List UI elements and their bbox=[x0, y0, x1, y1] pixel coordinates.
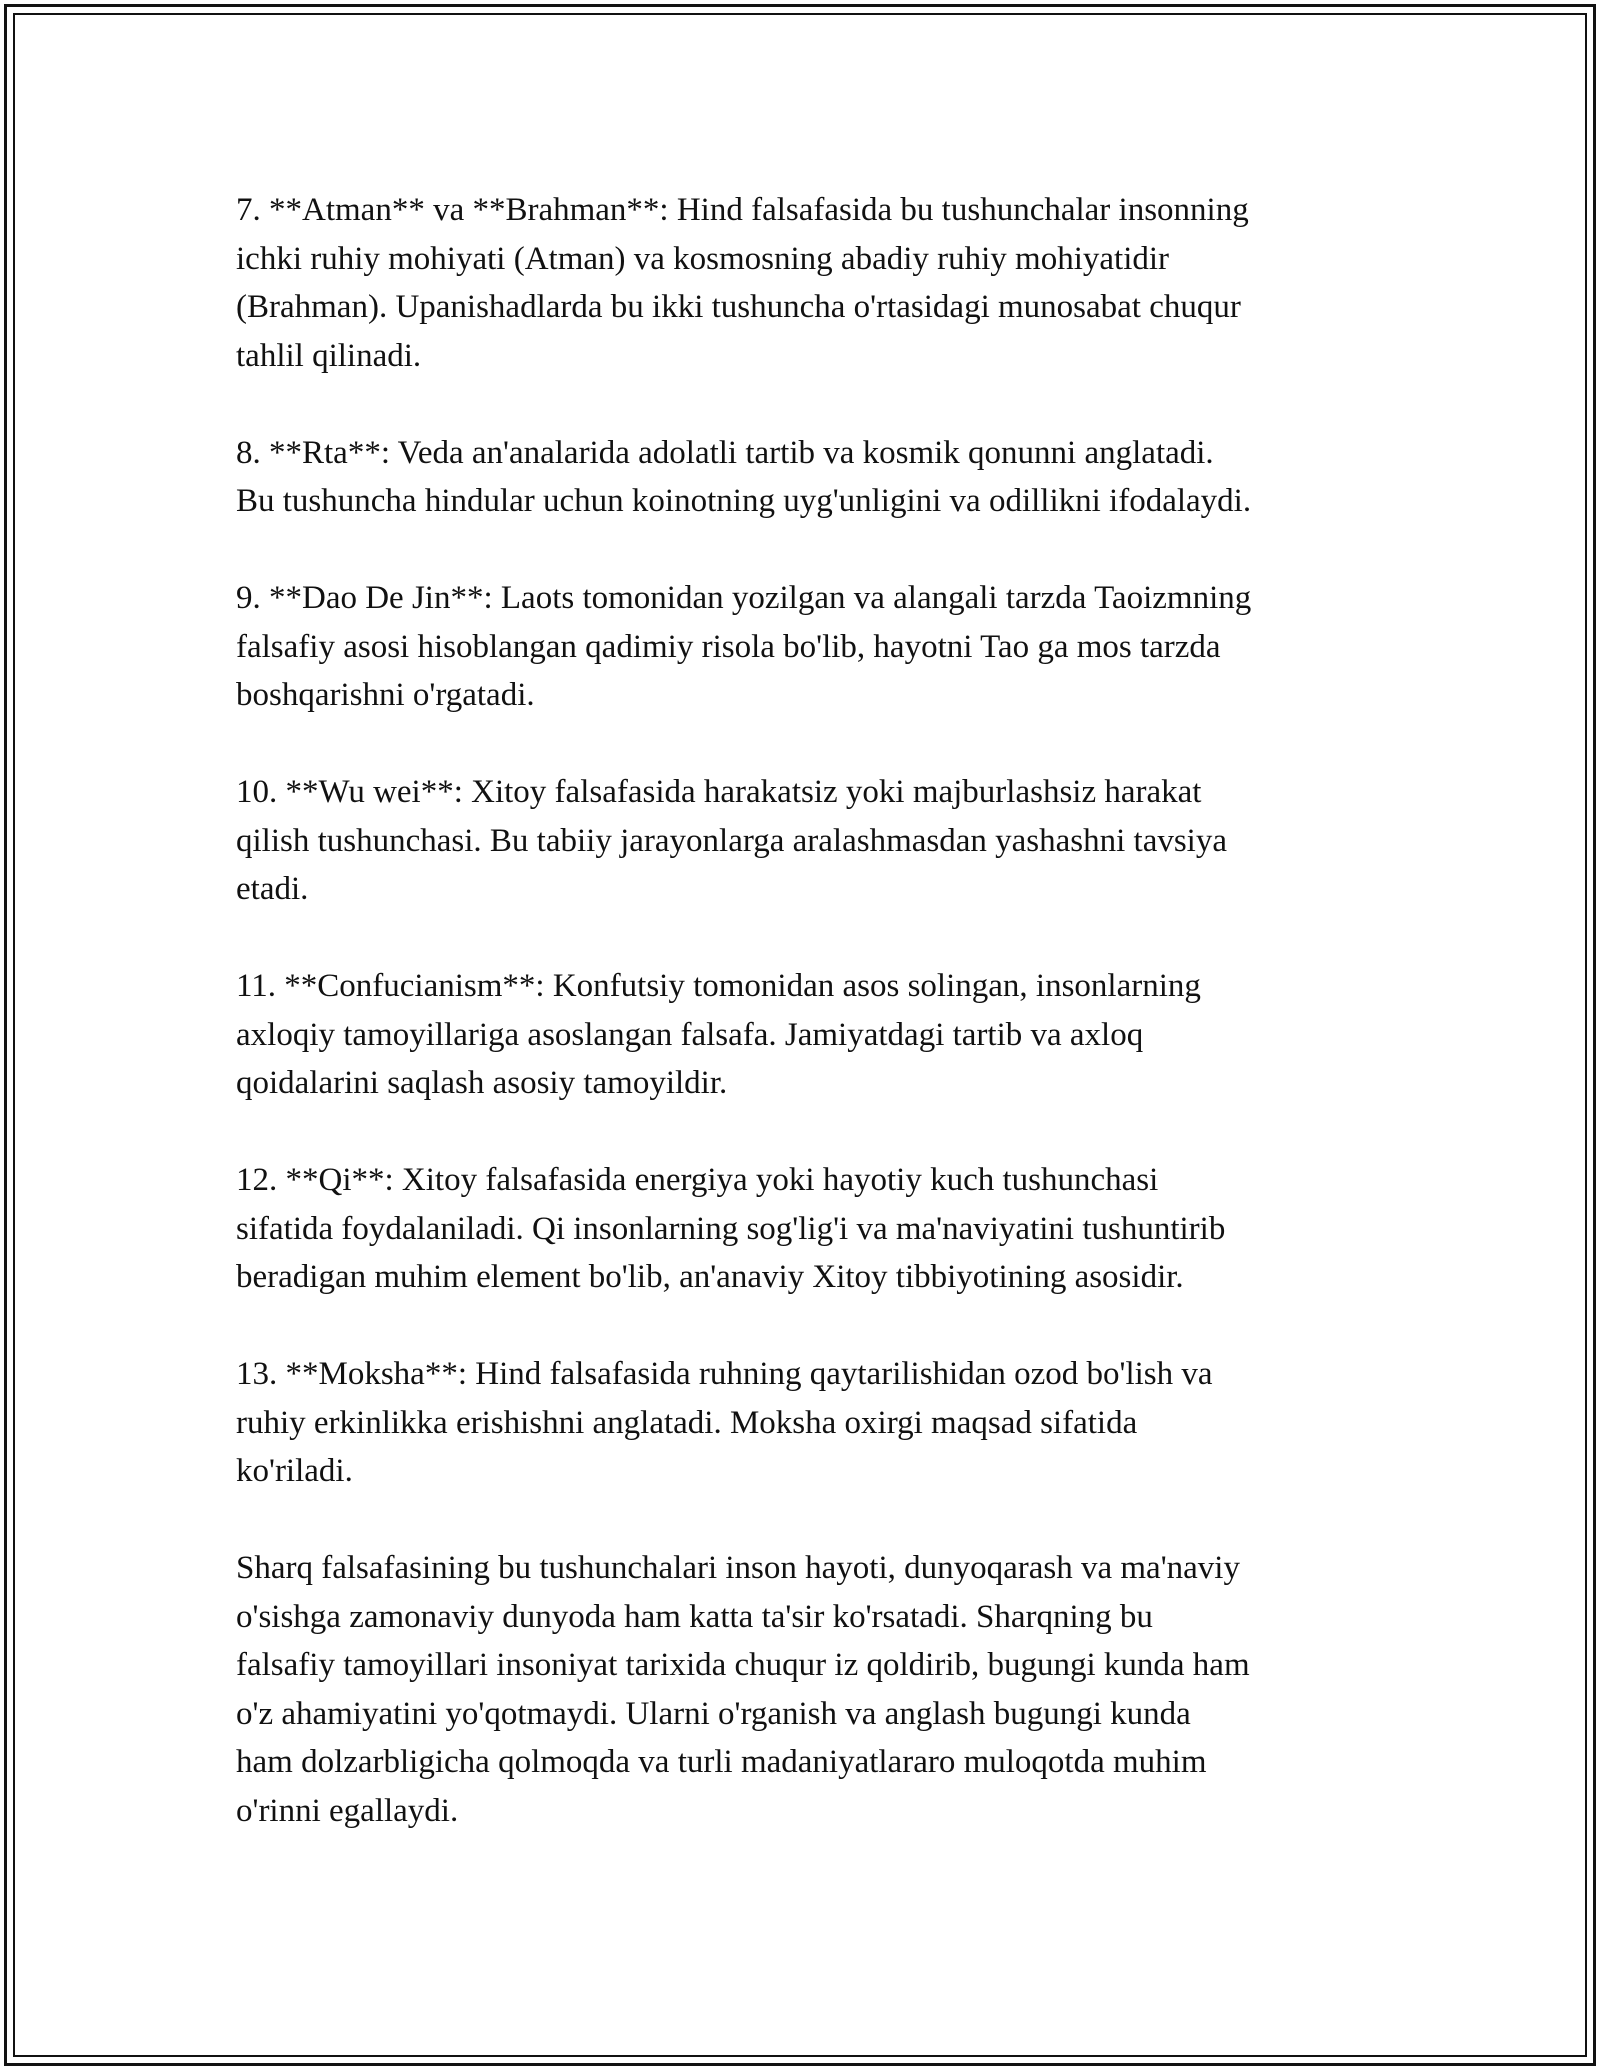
paragraph-atman-brahman: 7. **Atman** va **Brahman**: Hind falsafasida bu tushunchalar insonning ichki ruhiy mohiyati (Atman) va kosmosning abadiy ruhiy mohiyatidir (Brahman). Upanishadlarda bu ikki tushuncha o'rtasidagi munosabat chuqur tahlil qilinadi. bbox=[236, 192, 1249, 374]
document-body bbox=[236, 186, 1386, 1835]
paragraph-dao-de-jin: 9. **Dao De Jin**: Laots tomonidan yozilgan va alangali tarzda Taoizmning falsafiy asosi hisoblangan qadimiy risola bo'lib, hayotni Tao ga mos tarzda boshqarishni o'rgatadi. bbox=[236, 580, 1252, 713]
paragraph-qi: 12. **Qi**: Xitoy falsafasida energiya yoki hayotiy kuch tushunchasi sifatida foydalaniladi. Qi insonlarning sog'lig'i va ma'naviyatini tushuntirib beradigan muhim element bo'lib, an'anaviy Xitoy tibbiyotining asosidir. bbox=[236, 1162, 1226, 1295]
paragraph-conclusion: Sharq falsafasining bu tushunchalari inson hayoti, dunyoqarash va ma'naviy o'sishga zamonaviy dunyoda ham katta ta'sir ko'rsatadi. Sharqning bu falsafiy tamoyillari insoniyat tarixida chuqur iz qoldirib, bugungi kunda ham o'z ahamiyatini yo'qotmaydi. Ularni o'rganish va anglash bugungi kunda ham dolzarbligicha qolmoqda va turli madaniyatlararo muloqotda muhim o'rinni egallaydi. bbox=[236, 1550, 1250, 1829]
paragraph-confucianism: 11. **Confucianism**: Konfutsiy tomonidan asos solingan, insonlarning axloqiy tamoyillariga asoslangan falsafa. Jamiyatdagi tartib va axloq qoidalarini saqlash asosiy tamoyildir. bbox=[236, 968, 1201, 1101]
paragraph-moksha: 13. **Moksha**: Hind falsafasida ruhning qaytarilishidan ozod bo'lish va ruhiy erkinlikka erishishni anglatadi. Moksha oxirgi maqsad sifatida ko'riladi. bbox=[236, 1356, 1213, 1489]
paragraph-wu-wei: 10. **Wu wei**: Xitoy falsafasida harakatsiz yoki majburlashsiz harakat qilish tushunchasi. Bu tabiiy jarayonlarga aralashmasdan yashashni tavsiya etadi. bbox=[236, 774, 1227, 907]
paragraph-rta: 8. **Rta**: Veda an'analarida adolatli tartib va kosmik qonunni anglatadi. Bu tushuncha hindular uchun koinotning uyg'unligini va odillikni ifodalaydi. bbox=[236, 434, 1252, 519]
